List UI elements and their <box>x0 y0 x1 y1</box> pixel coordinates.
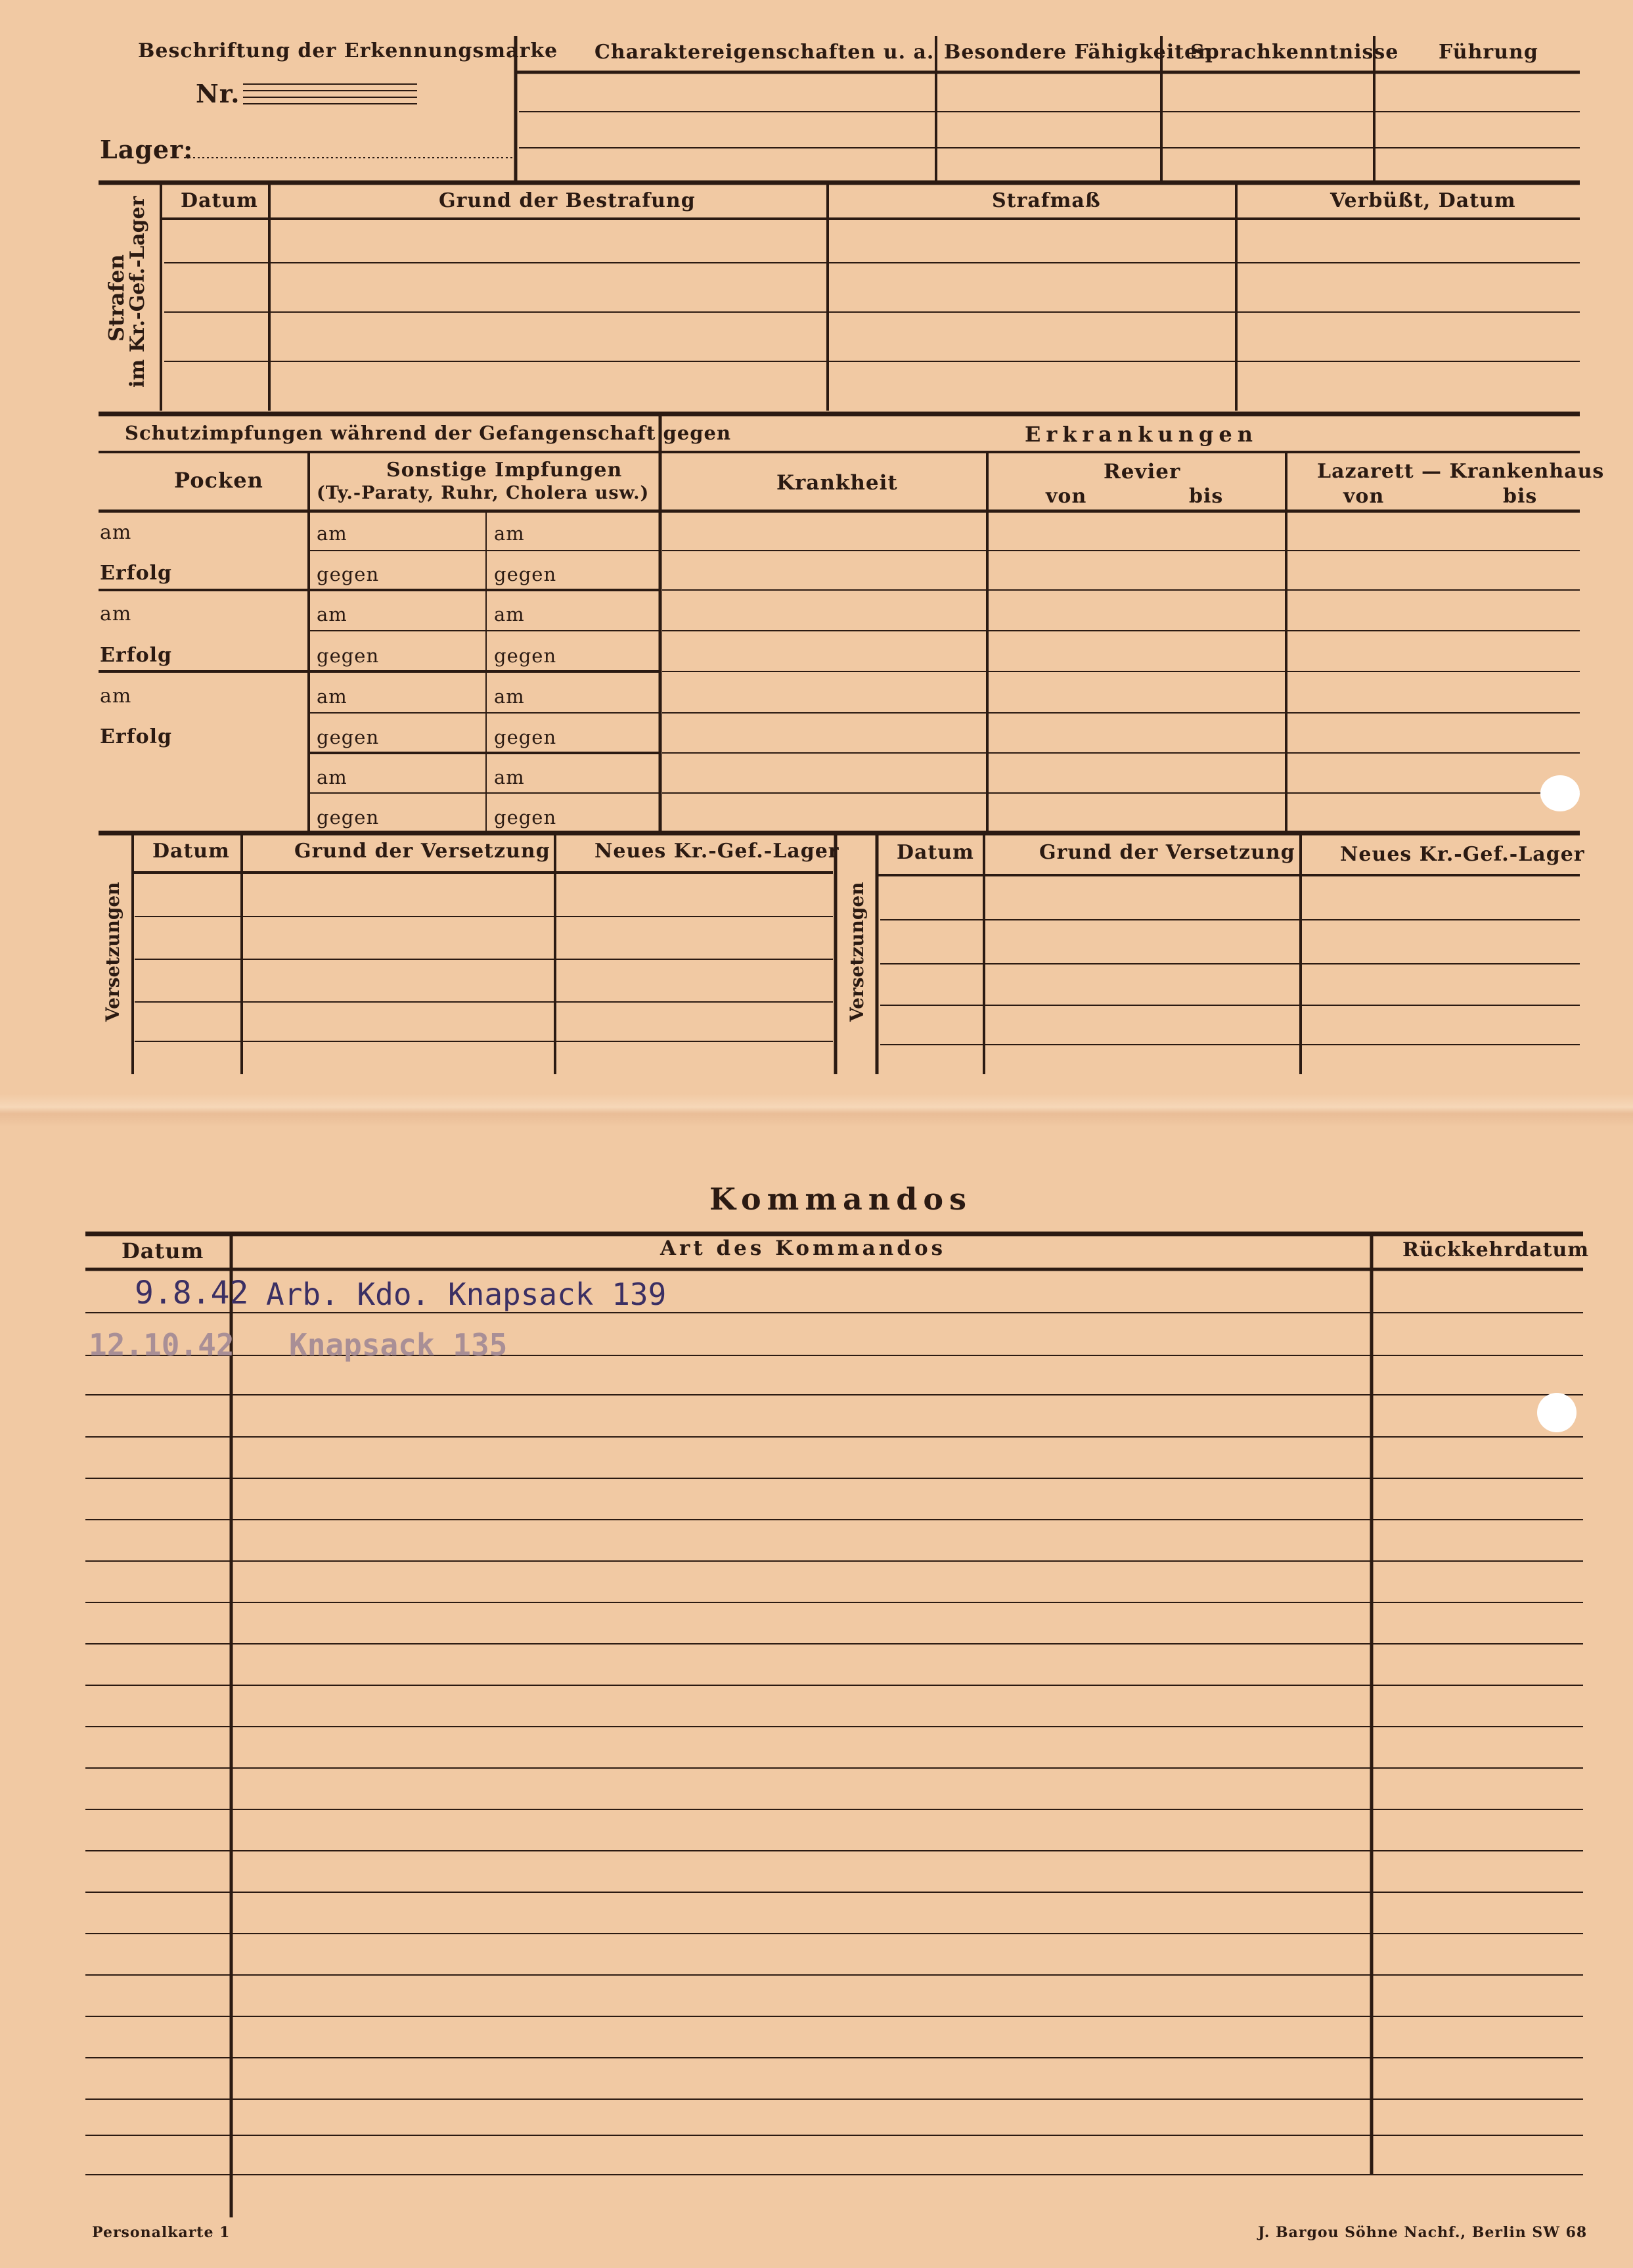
mid-row-1a: am <box>317 522 347 545</box>
mid-row-8a: gegen <box>317 806 380 828</box>
left-row-1: am <box>100 521 132 544</box>
mid-row-5b: am <box>494 685 525 708</box>
mid-row-3b: am <box>494 603 525 625</box>
kommando-entry-1-art: Arb. Kdo. Knapsack 139 <box>266 1277 667 1312</box>
kommandos-col-art: Art des Kommandos <box>660 1236 947 1260</box>
strafen-side-label-2: im Kr.-Gef.-Lager <box>126 196 149 388</box>
strafen-col-grund: Grund der Bestrafung <box>439 189 696 212</box>
footer-left: Personalkarte 1 <box>92 2224 231 2241</box>
col-besondere-faehigkeiten: Besondere Fähigkeiten <box>944 41 1213 64</box>
lazarett-von: von <box>1343 485 1385 508</box>
mid-row-8b: gegen <box>494 806 557 828</box>
kommando-entry-1-datum: 9.8.42 <box>135 1275 249 1311</box>
revier-bis: bis <box>1189 485 1224 508</box>
vers-left-lager: Neues Kr.-Gef.-Lager <box>594 840 839 863</box>
col-charaktereigenschaften: Charaktereigenschaften u. a. <box>594 41 935 64</box>
kommandos-col-rueckkehr: Rückkehrdatum <box>1402 1238 1590 1261</box>
strafen-col-datum: Datum <box>181 189 258 212</box>
strafen-col-strafmass: Strafmaß <box>992 189 1101 212</box>
erkrankungen-lazarett: Lazarett — Krankenhaus <box>1317 460 1605 483</box>
versetzungen-side-right: Versetzungen <box>846 882 868 1022</box>
punch-hole-upper <box>1540 775 1580 811</box>
left-row-2: Erfolg <box>100 562 172 585</box>
footer-right: J. Bargou Söhne Nachf., Berlin SW 68 <box>1258 2224 1588 2241</box>
mid-row-6a: gegen <box>317 726 380 748</box>
left-row-3: am <box>100 602 132 625</box>
col-sprachkenntnisse: Sprachkenntnisse <box>1190 41 1399 64</box>
vers-left-datum: Datum <box>152 840 230 863</box>
mid-row-2a: gegen <box>317 563 380 585</box>
nr-label: Nr. <box>196 79 240 108</box>
revier-von: von <box>1046 485 1087 508</box>
erkrankungen-title: Erkrankungen <box>1025 422 1258 447</box>
mid-row-7b: am <box>494 766 525 788</box>
mid-row-4a: gegen <box>317 645 380 667</box>
mid-row-6b: gegen <box>494 726 557 748</box>
erkrankungen-krankheit: Krankheit <box>776 471 898 495</box>
strafen-col-verbuesst: Verbüßt, Datum <box>1330 189 1516 212</box>
strafen-side-label-1: Strafen <box>104 254 129 342</box>
lazarett-bis: bis <box>1503 485 1538 508</box>
mid-row-5a: am <box>317 685 347 708</box>
mid-row-3a: am <box>317 603 347 625</box>
kommandos-col-datum: Datum <box>122 1238 204 1263</box>
punch-hole-lower <box>1537 1393 1577 1432</box>
vers-left-grund: Grund der Versetzung <box>294 840 550 863</box>
vers-right-lager: Neues Kr.-Gef.-Lager <box>1340 843 1585 866</box>
left-row-6: Erfolg <box>100 725 172 748</box>
kommando-entry-2-art: Knapsack 135 <box>289 1327 508 1363</box>
kommando-entry-2-datum: 12.10.42 <box>89 1327 235 1363</box>
col-fuehrung: Führung <box>1439 41 1538 64</box>
kommandos-title: Kommandos <box>709 1181 972 1217</box>
impfungen-title: Schutzimpfungen während der Gefangenschaft gegen <box>125 422 732 444</box>
left-row-4: Erfolg <box>100 644 172 667</box>
versetzungen-side-left: Versetzungen <box>102 882 123 1022</box>
mid-row-2b: gegen <box>494 563 557 585</box>
impfungen-sonstige: Sonstige Impfungen <box>386 459 623 482</box>
mid-row-7a: am <box>317 766 347 788</box>
vers-right-grund: Grund der Versetzung <box>1039 841 1295 864</box>
impfungen-sonstige-sub: (Ty.-Paraty, Ruhr, Cholera usw.) <box>317 483 650 503</box>
mid-row-4b: gegen <box>494 645 557 667</box>
mid-row-1b: am <box>494 522 525 545</box>
vers-right-datum: Datum <box>897 841 974 864</box>
erkennungsmarke-label: Beschriftung der Erkennungsmarke <box>138 39 558 62</box>
erkrankungen-revier: Revier <box>1104 460 1181 484</box>
left-row-5: am <box>100 685 132 708</box>
lager-label: Lager: <box>100 135 194 164</box>
impfungen-pocken: Pocken <box>174 468 263 493</box>
